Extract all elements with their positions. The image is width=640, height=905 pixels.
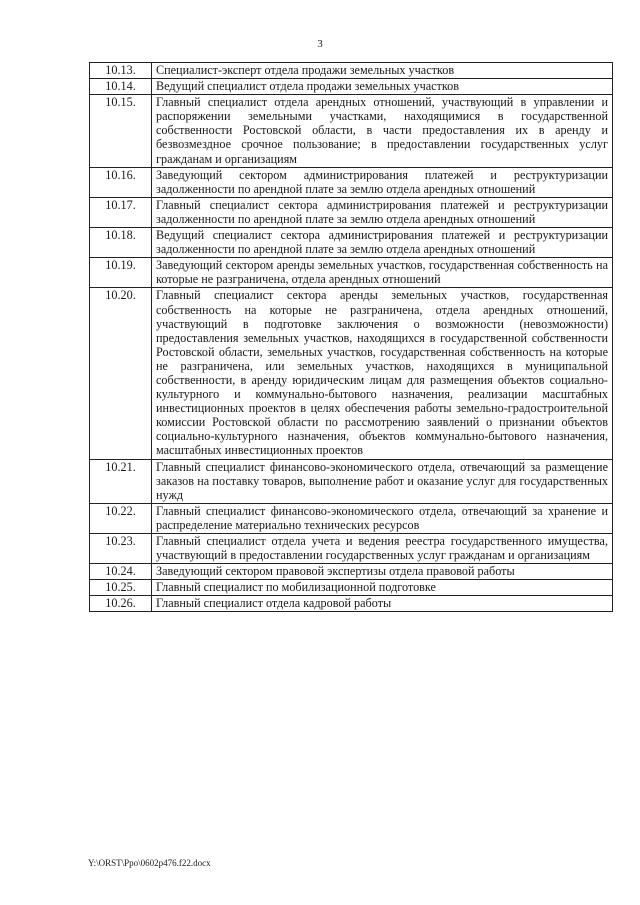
position-title: Главный специалист финансово-экономического отдела, отвечающий за размещение заказов на поставку товаров, выполнение работ и оказание услуг для государственных нужд: [152, 459, 613, 503]
position-title: Ведущий специалист сектора администрирования платежей и реструктуризации задолженности по арендной плате за землю отдела арендных отношений: [152, 228, 613, 258]
position-title: Главный специалист отдела кадровой работы: [152, 596, 613, 612]
row-number: 10.24.: [90, 564, 152, 580]
position-title: Заведующий сектором аренды земельных участков, государственная собственность на которые не разграничена, отдела арендных отношений: [152, 258, 613, 288]
table-row: [90, 503, 613, 533]
table-row: [90, 95, 613, 167]
position-title: Главный специалист сектора администрирования платежей и реструктуризации задолженности по арендной плате за землю отдела арендных отношений: [152, 197, 613, 227]
row-number: 10.22.: [90, 503, 152, 533]
position-title: Главный специалист по мобилизационной подготовке: [152, 580, 613, 596]
table-row: [90, 580, 613, 596]
table-row: [90, 197, 613, 227]
table-row: [90, 564, 613, 580]
position-title: Главный специалист сектора аренды земельных участков, государственная собственность на которые не разграничена, отдела арендных отношений, участвующий в подготовке заключения о возможности (невозможности) предоставления земельных участков, находящихся в государственной собственности Ростовской области, земельных участков, государственная собственность на которые не разграничена, или земельных участков, находящихся в муниципальной собственности, в аренду юридическим лицам для размещения объектов социально-культурного и коммунально-бытового назначения, реализации масштабных инвестиционных проектов в целях обеспечения работы земельно-градостроительной комиссии Ростовской области по рассмотрению заявлений о признании объектов социально-культурного назначения, объектов коммунально-бытового назначения, масштабных инвестиционных проектов: [152, 288, 613, 459]
position-title: Главный специалист отдела учета и ведения реестра государственного имущества, участвующий в предоставлении государственных услуг гражданам и организациям: [152, 534, 613, 564]
table-row: [90, 228, 613, 258]
row-number: 10.21.: [90, 459, 152, 503]
row-number: 10.15.: [90, 95, 152, 167]
row-number: 10.19.: [90, 258, 152, 288]
position-title: Заведующий сектором администрирования платежей и реструктуризации задолженности по арендной плате за землю отдела арендных отношений: [152, 167, 613, 197]
row-number: 10.13.: [90, 63, 152, 79]
table-row: [90, 459, 613, 503]
row-number: 10.17.: [90, 197, 152, 227]
position-title: Заведующий сектором правовой экспертизы отдела правовой работы: [152, 564, 613, 580]
table-row: [90, 288, 613, 459]
row-number: 10.18.: [90, 228, 152, 258]
table-row: [90, 167, 613, 197]
position-title: Главный специалист финансово-экономического отдела, отвечающий за хранение и распределение материально технических ресурсов: [152, 503, 613, 533]
row-number: 10.16.: [90, 167, 152, 197]
row-number: 10.26.: [90, 596, 152, 612]
table-row: [90, 79, 613, 95]
row-number: 10.23.: [90, 534, 152, 564]
table-row: [90, 258, 613, 288]
position-title: Специалист-эксперт отдела продажи земельных участков: [152, 63, 613, 79]
table-row: [90, 596, 613, 612]
row-number: 10.25.: [90, 580, 152, 596]
position-title: Ведущий специалист отдела продажи земельных участков: [152, 79, 613, 95]
file-path-footer: Y:\ORST\Ppo\0602p476.f22.docx: [88, 858, 211, 868]
page-number: 3: [317, 38, 323, 50]
table-row: [90, 534, 613, 564]
position-title: Главный специалист отдела арендных отношений, участвующий в управлении и распоряжении земельными участками, находящимися в государственной собственности Ростовской области, в части предоставления их в аренду и безвозмездное срочное пользование; в предоставлении государственных услуг гражданам и организациям: [152, 95, 613, 167]
positions-table: [89, 62, 613, 612]
table-row: [90, 63, 613, 79]
row-number: 10.20.: [90, 288, 152, 459]
row-number: 10.14.: [90, 79, 152, 95]
